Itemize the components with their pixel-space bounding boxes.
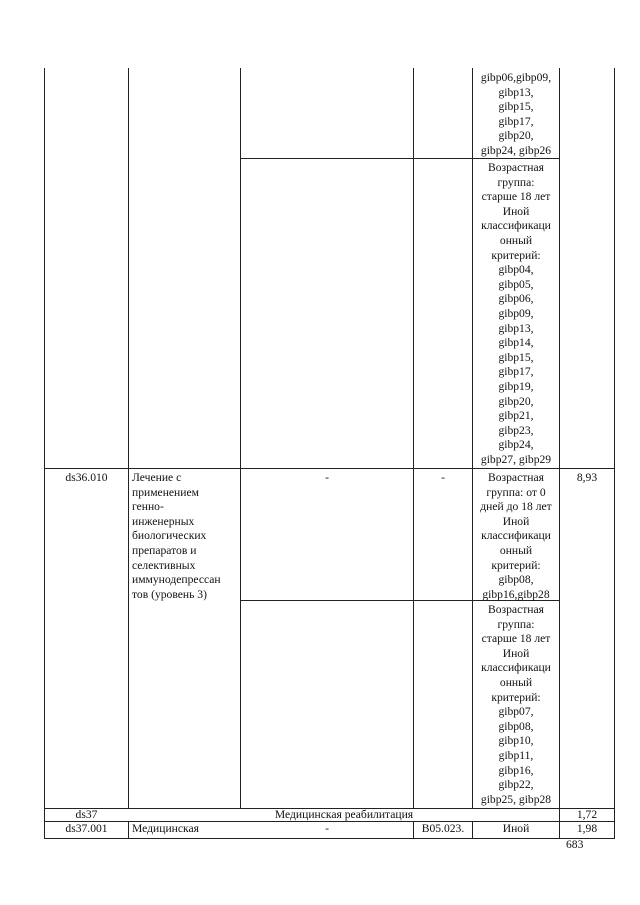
service-code: B05.023. bbox=[421, 822, 465, 835]
row-code: ds37.001 bbox=[65, 822, 108, 835]
table-border-bottom bbox=[44, 838, 615, 839]
dash-cell: - bbox=[325, 822, 329, 835]
row-code: ds36.010 bbox=[65, 471, 108, 484]
criteria-cell: Возрастная группа: старше 18 лет Иной классификаци онный критерий: gibp04, gibp05, gibp06, gibp09, gibp13, gibp14, gibp15, gibp17, gibp19, gibp20, gibp21, gibp23, gibp24, gibp27, gibp29 bbox=[480, 161, 552, 466]
column-divider-1 bbox=[128, 68, 129, 809]
coefficient-cell: 1,72 bbox=[576, 808, 598, 821]
row-name: Лечение с применением генно- инженерных биологических препаратов и селективных иммунодепрессан тов (уровень 3) bbox=[132, 471, 221, 601]
criteria-cell: Иной bbox=[502, 822, 530, 835]
section-title: Медицинская реабилитация bbox=[274, 808, 414, 821]
column-divider-1b bbox=[128, 821, 129, 839]
criteria-cell: Возрастная группа: от 0 дней до 18 лет Иной классификаци онный критерий: gibp08, gibp16,gibp28 bbox=[480, 471, 552, 601]
page-number: 683 bbox=[566, 838, 584, 851]
column-divider-5 bbox=[559, 68, 560, 839]
row-code: ds37 bbox=[75, 808, 98, 821]
table-border-left bbox=[44, 68, 45, 839]
row-divider-ds36-010 bbox=[44, 468, 615, 469]
criteria-cell: Возрастная группа: старше 18 лет Иной классификаци онный критерий: gibp07, gibp08, gibp10, gibp11, gibp16, gibp22, gibp25, gibp28 bbox=[480, 603, 552, 806]
coefficient-cell: 1,98 bbox=[576, 822, 598, 835]
dash-cell: - bbox=[325, 471, 329, 484]
column-divider-3 bbox=[413, 68, 414, 809]
row-name: Медицинская bbox=[132, 822, 199, 835]
dash-cell: - bbox=[441, 471, 445, 484]
coefficient-cell: 8,93 bbox=[576, 471, 598, 484]
criteria-cell: gibp06,gibp09, gibp13, gibp15, gibp17, gibp20, gibp24, gibp26 bbox=[480, 71, 552, 157]
column-divider-2 bbox=[240, 68, 241, 809]
table-border-right bbox=[614, 68, 615, 839]
